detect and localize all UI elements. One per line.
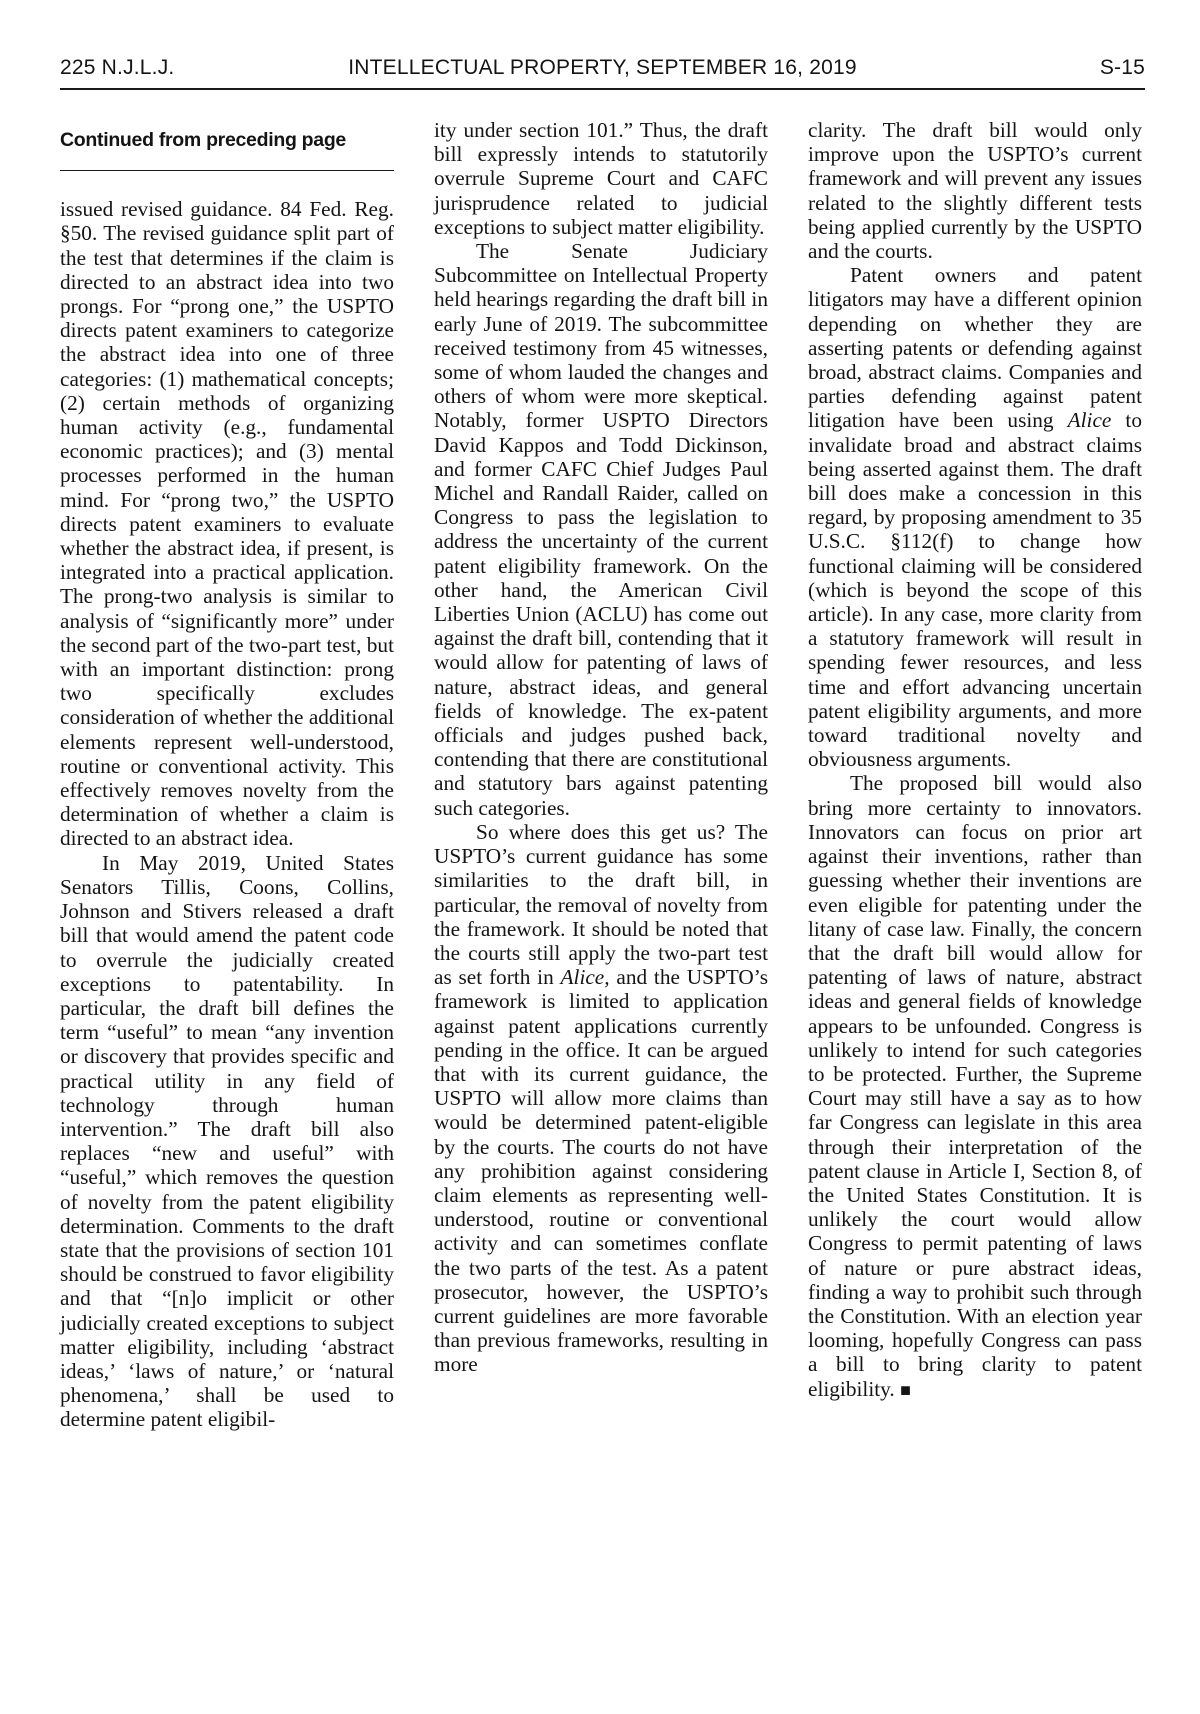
column-3 <box>808 118 1142 1402</box>
paragraph <box>434 820 768 1377</box>
case-name-italic: Alice, <box>560 965 610 990</box>
continued-label: Continued from preceding page <box>60 118 394 171</box>
case-name-italic: Alice <box>1067 408 1112 433</box>
paragraph: clarity. The draft bill would only improve upon the USPTO’s current framework and will prevent any issues related to the slightly different tests being applied currently by the USPTO and the courts. <box>808 118 1142 264</box>
running-header <box>60 52 1145 90</box>
end-of-article-mark: ■ <box>900 1379 911 1400</box>
text-run: and the USPTO’s framework is limited to application against patent applications currently pending in the office. It can be argued that with its current guidance, the USPTO will allow more claims than would be determined patent-eligible by the courts. The courts do not have any prohibition against considering claim elements as representing well-understood, routine or conventional activity and can sometimes conflate the two parts of the test. As a patent prosecutor, however, the USPTO’s current guidelines are more favorable than previous frameworks, resulting in more <box>434 965 769 1377</box>
text-run: So where does this get us? The USPTO’s current guidance has some similarities to the draft bill, in particular, the removal of novelty from the framework. It should be noted that the courts still apply the two-part test as set forth in <box>434 819 768 990</box>
column-2 <box>434 118 768 1377</box>
paragraph <box>808 263 1142 771</box>
column-1 <box>60 118 394 1432</box>
text-run: to invalidate broad and abstract claims being asserted against them. The draft bill does make a concession in this regard, by proposing amendment to 35 U.S.C. §112(f) to change how functional claiming will be considered (which is beyond the scope of this article). In any case, more clarity from a statutory framework will result in spending fewer resources, and less time and effort advancing uncertain patent eligibility arguments, and more toward traditional novelty and obviousness arguments. <box>808 408 1142 772</box>
header-volume: 225 N.J.L.J. <box>60 56 175 79</box>
paragraph: The Senate Judiciary Subcommittee on Intellectual Property held hearings regarding the draft bill in early June of 2019. The subcommittee received testimony from 45 witnesses, some of whom lauded the changes and others of whom were more skeptical. Notably, former USPTO Directors David Kappos and Todd Dickinson, and former CAFC Chief Judges Paul Michel and Randall Raider, called on Congress to pass the legislation to address the uncertainty of the current patent eligibility framework. On the other hand, the American Civil Liberties Union (ACLU) has come out against the draft bill, contending that it would allow for patenting of laws of nature, abstract ideas, and general fields of knowledge. The ex-patent officials and judges pushed back, contending that there are constitutional and statutory bars against patenting such categories. <box>434 239 768 820</box>
paragraph: In May 2019, United States Senators Tillis, Coons, Collins, Johnson and Stivers released a draft bill that would amend the patent code to overrule the judicially created exceptions to patentability. In particular, the draft bill defines the term “useful” to mean “any invention or discovery that provides specific and practical utility in any field of technology through human intervention.” The draft bill also replaces “new and useful” with “useful,” which removes the question of novelty from the patent eligibility determination. Comments to the draft state that the provisions of section 101 should be construed to favor eligibility and that “[n]o implicit or other judicially created exceptions to subject matter eligibility, including ‘abstract ideas,’ ‘laws of nature,’ or ‘natural phenomena,’ shall be used to determine patent eligibil- <box>60 850 394 1432</box>
paragraph: ity under section 101.” Thus, the draft bill expressly intends to statutorily overrule Supreme Court and CAFC jurisprudence related to judicial exceptions to subject matter eligibility. <box>434 118 768 239</box>
text-run: Patent owners and patent litigators may have a different opinion depending on whether they are asserting patents or defending against broad, abstract claims. Companies and parties defending against patent litigation have been using <box>808 263 1142 433</box>
paragraph <box>808 771 1142 1401</box>
header-section-date: INTELLECTUAL PROPERTY, SEPTEMBER 16, 2019 <box>348 56 857 79</box>
header-page-number: S-15 <box>1099 56 1145 79</box>
text-run: The proposed bill would also bring more certainty to innovators. Innovators can focus on prior art against their inventions, rather than guessing whether their inventions are even eligible for patenting under the litany of case law. Finally, the concern that the draft bill would allow for patenting of laws of nature, abstract ideas and general fields of knowledge appears to be unfounded. Congress is unlikely to intend for such categories to be protected. Further, the Supreme Court may still have a say as to how far Congress can legislate in this area through their interpretation of the patent clause in Article I, Section 8, of the United States Constitution. It is unlikely the court would allow Congress to permit patenting of laws of nature or pure abstract ideas, finding a way to prohibit such through the Constitution. With an election year looming, hopefully Congress can pass a bill to bring clarity to patent eligibility. <box>808 771 1142 1401</box>
paragraph: issued revised guidance. 84 Fed. Reg. §50. The revised guidance split part of the test that determines if the claim is directed to an abstract idea into two prongs. For “prong one,” the USPTO directs patent examiners to categorize the abstract idea into one of three categories: (1) mathematical concepts; (2) certain methods of organizing human activity (e.g., fundamental economic practices); and (3) mental processes performed in the human mind. For “prong two,” the USPTO directs patent examiners to evaluate whether the abstract idea, if present, is integrated into a practical application. The prong-two analysis is similar to analysis of “significantly more” under the second part of the two-part test, but with an important distinction: prong two specifically excludes consideration of whether the additional elements represent well-understood, routine or conventional activity. This effectively removes novelty from the determination of whether a claim is directed to an abstract idea. <box>60 197 394 851</box>
